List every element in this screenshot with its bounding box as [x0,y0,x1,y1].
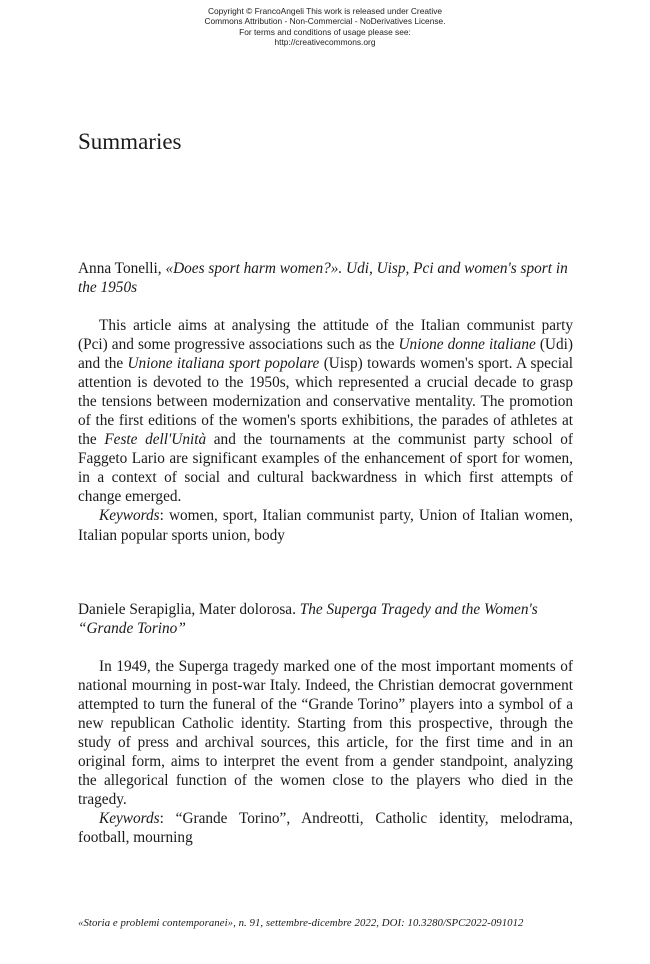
copyright-url: http://creativecommons.org [274,36,376,47]
keywords-line [78,809,573,847]
article-title: The Superga Tragedy and the Women's “Grande Torino” [78,601,538,637]
page-title: Summaries [78,129,182,154]
article-abstract-2 [78,657,573,847]
copyright-line: Copyright © FrancoAngeli This work is released under Creative [207,6,443,16]
keywords-label: Keywords [99,810,160,828]
keywords-text: : “Grande Torino”, Andreotti, Catholic identity, melodrama, football, mourning [78,810,573,847]
abstract-text: In 1949, the Superga tragedy marked one of the most important moments of national mourning in post-war Italy. Indeed, the Christian democrat government attempted to turn the funeral of the “Grande Torino” players into a symbol of a new republican Catholic identity. Starting from this prospective, through the study of press and archival sources, this article, for the first time and in an original form, aims to interpret the event from a gender standpoint, analyzing the allegorical function of the women close to the players who died in the tragedy. [78,658,573,809]
abstract-text: This article aims at analysing the attitude of the Italian communist party (Pci) and some progressive associations such as the Unione donne italiane (Udi) and the Unione italiana sport popolare (Uisp) towards women's sport. A special attention is devoted to the 1950s, which represented a crucial decade to grasp the tensions between modernization and conservative mentality. The promotion of the first editions of the women's sports exhibitions, the parades of athletes at the Feste dell'Unità and the tournaments at the communist party school of Faggeto Lario are significant examples of the enhancement of sport for women, in a context of social and cultural backwardness in which first attempts of change emerged. [78,317,573,506]
keywords-label: Keywords [99,507,160,525]
article-heading [78,600,573,638]
article-summary-2 [78,600,573,638]
article-heading [78,259,573,297]
copyright-line: For terms and conditions of usage please see: [239,26,411,37]
article-summary-1 [78,259,573,297]
article-abstract-1 [78,316,573,545]
article-title: «Does sport harm women?». Udi, Uisp, Pci and women's sport in the 1950s [78,260,568,296]
keywords-line [78,506,573,544]
copyright-line: Commons Attribution - Non-Commercial - NoDerivatives License. [204,16,446,27]
keywords-text: : women, sport, Italian communist party, Union of Italian women, Italian popular sports union, body [78,507,573,544]
copyright-notice [0,6,650,47]
article-author: Anna Tonelli, [78,260,166,277]
article-author: Daniele Serapiglia, Mater dolorosa. [78,601,300,618]
journal-footer: «Storia e problemi contemporanei», n. 91, settembre-dicembre 2022, DOI: 10.3280/SPC2022-091012 [78,917,524,929]
